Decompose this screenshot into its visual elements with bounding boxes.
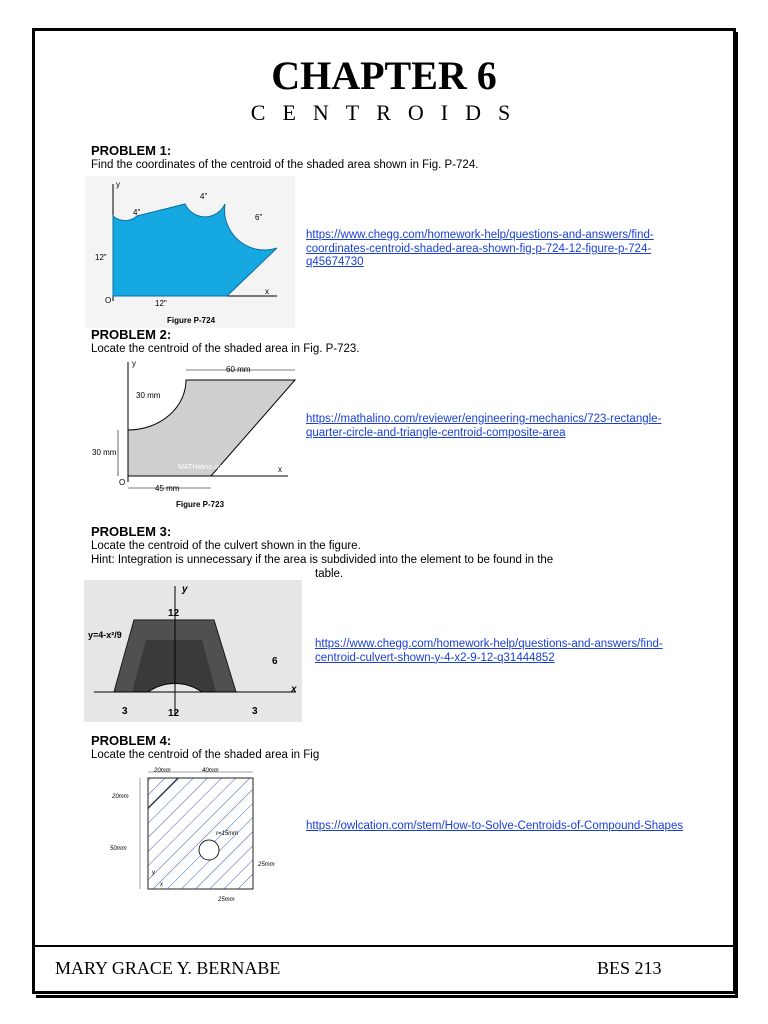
fig4-label: 25mm	[218, 897, 235, 903]
fig4-label: 25mm	[258, 862, 275, 868]
problem-4-title: PROBLEM 4:	[91, 733, 172, 748]
problem-3-title: PROBLEM 3:	[91, 524, 172, 539]
problem-3-hint: Hint: Integration is unnecessary if the area is subdivided into the element to be found in the	[91, 554, 554, 566]
problem-4-text: Locate the centroid of the shaded area in Fig	[91, 749, 320, 761]
problem-3-text: Locate the centroid of the culvert shown in the figure.	[91, 540, 361, 552]
figure-p-724	[85, 176, 295, 328]
course-code: BES 213	[597, 958, 662, 978]
page-border-shadow	[36, 995, 738, 998]
fig3-label: x	[291, 684, 297, 695]
fig1-label: 4"	[133, 208, 141, 217]
problem-2-link[interactable]: https://mathalino.com/reviewer/engineering-mechanics/723-rectangle-quarter-circle-and-triangle-centroid-composite-area	[306, 413, 662, 439]
fig2-label: y	[132, 359, 136, 368]
fig3-label: y=4-x²/9	[88, 630, 122, 640]
fig3-label: y	[182, 584, 188, 595]
problem-2-title: PROBLEM 2:	[91, 327, 172, 342]
fig4-label: x	[160, 882, 163, 888]
fig2-label: x	[278, 465, 282, 474]
fig4-label: 50mm	[110, 846, 127, 852]
fig3-label: 3	[252, 706, 258, 717]
fig1-label: 12"	[95, 253, 107, 262]
problem-3-link[interactable]: https://www.chegg.com/homework-help/questions-and-answers/find-centroid-culvert-shown-y-4-x2-9-12-q31444852	[315, 638, 663, 664]
fig2-label: 30 mm	[136, 391, 161, 400]
fig4-label: y	[152, 870, 155, 876]
chapter-subtitle: CENTROIDS	[250, 100, 528, 125]
fig3-label: 3	[122, 706, 128, 717]
problem-4-link[interactable]: https://owlcation.com/stem/How-to-Solve-Centroids-of-Compound-Shapes	[306, 820, 684, 832]
fig2-label: 45 mm	[155, 484, 180, 493]
fig3-label: 12	[168, 608, 180, 619]
footer-divider	[32, 945, 736, 947]
problem-1-text: Find the coordinates of the centroid of the shaded area shown in Fig. P-724.	[91, 159, 479, 171]
author-name: MARY GRACE Y. BERNABE	[55, 958, 281, 978]
problem-3-hint-continued: table.	[315, 568, 344, 580]
fig2-label: O	[119, 478, 126, 487]
fig3-label: 6	[272, 656, 278, 667]
fig1-label: 6"	[255, 213, 263, 222]
fig2-label: 30 mm	[92, 448, 117, 457]
chapter-title: CHAPTER 6	[271, 53, 497, 98]
page-border-shadow	[735, 32, 738, 998]
problem-1-link[interactable]: https://www.chegg.com/homework-help/questions-and-answers/find-coordinates-centroid-shaded-area-shown-fig-p-724-12-figure-p-724-q45674730	[306, 229, 654, 268]
fig4-label: 40mm	[202, 768, 219, 774]
figure-compound-shape	[108, 764, 288, 906]
problem-2-text: Locate the centroid of the shaded area in Fig. P-723.	[91, 343, 360, 355]
fig4-label: 20mm	[112, 794, 129, 800]
fig1-label: O	[105, 296, 112, 305]
fig4-label: 20mm	[154, 768, 171, 774]
fig2-watermark: MATHalino.com	[178, 464, 228, 471]
fig2-caption: Figure P-723	[176, 500, 225, 509]
fig1-label: y	[116, 180, 120, 189]
fig3-label: 12	[168, 708, 180, 719]
figure-culvert	[84, 580, 302, 722]
fig1-label: 4"	[200, 192, 208, 201]
fig1-label: x	[265, 287, 269, 296]
fig1-caption: Figure P-724	[167, 316, 216, 325]
figure-p-723	[88, 358, 298, 510]
fig1-label: 12"	[155, 299, 167, 308]
problem-1-title: PROBLEM 1:	[91, 143, 172, 158]
fig2-label: 60 mm	[226, 365, 251, 374]
fig4-label: r=15mm	[216, 831, 239, 837]
